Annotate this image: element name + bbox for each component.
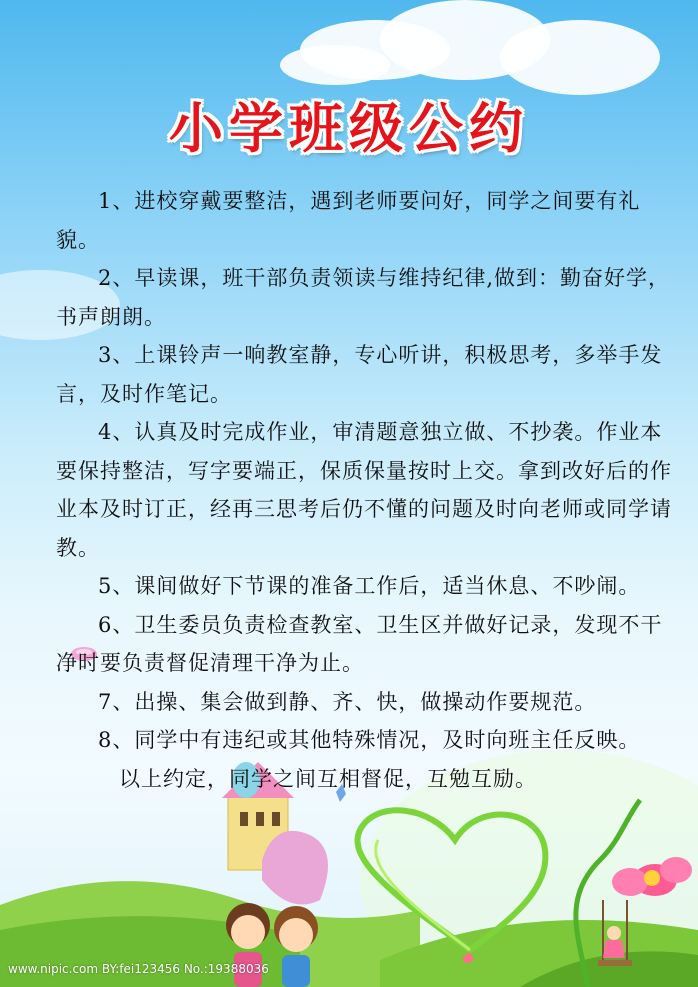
watermark: www.nipic.com BY:fei123456 No.:19388036: [8, 962, 269, 976]
rule-item: 4、认真及时完成作业，审清题意独立做、不抄袭。作业本要保持整洁，写字要端正，保质保量按时上交。拿到改好后的作业本及时订正，经再三思考后仍不懂的问题及时向老师或同学请教。: [56, 420, 672, 560]
rule-item: 2、早读课，班干部负责领读与维持纪律,做到：勤奋好学，书声朗朗。: [56, 266, 671, 329]
page-title: 小学班级公约: [169, 97, 529, 160]
closing-statement: 以上约定，同学之间互相督促，互勉互励。: [119, 766, 537, 791]
rule-item: 3、上课铃声一响教室静，专心听讲，积极思考，多举手发言，及时作笔记。: [56, 343, 663, 406]
rule-item: 1、进校穿戴要整洁，遇到老师要问好，同学之间要有礼貌。: [56, 189, 641, 252]
rule-item: 5、课间做好下节课的准备工作后，适当休息、不吵闹。: [98, 574, 641, 598]
rule-item: 6、卫生委员负责检查教室、卫生区并做好记录，发现不干净时要负责督促清理干净为止。: [56, 612, 663, 675]
rule-item: 7、出操、集会做到静、齐、快，做操动作要规范。: [98, 689, 597, 714]
rules-list: [56, 182, 676, 798]
rule-item: 8、同学中有违纪或其他特殊情况，及时向班主任反映。: [98, 728, 641, 752]
